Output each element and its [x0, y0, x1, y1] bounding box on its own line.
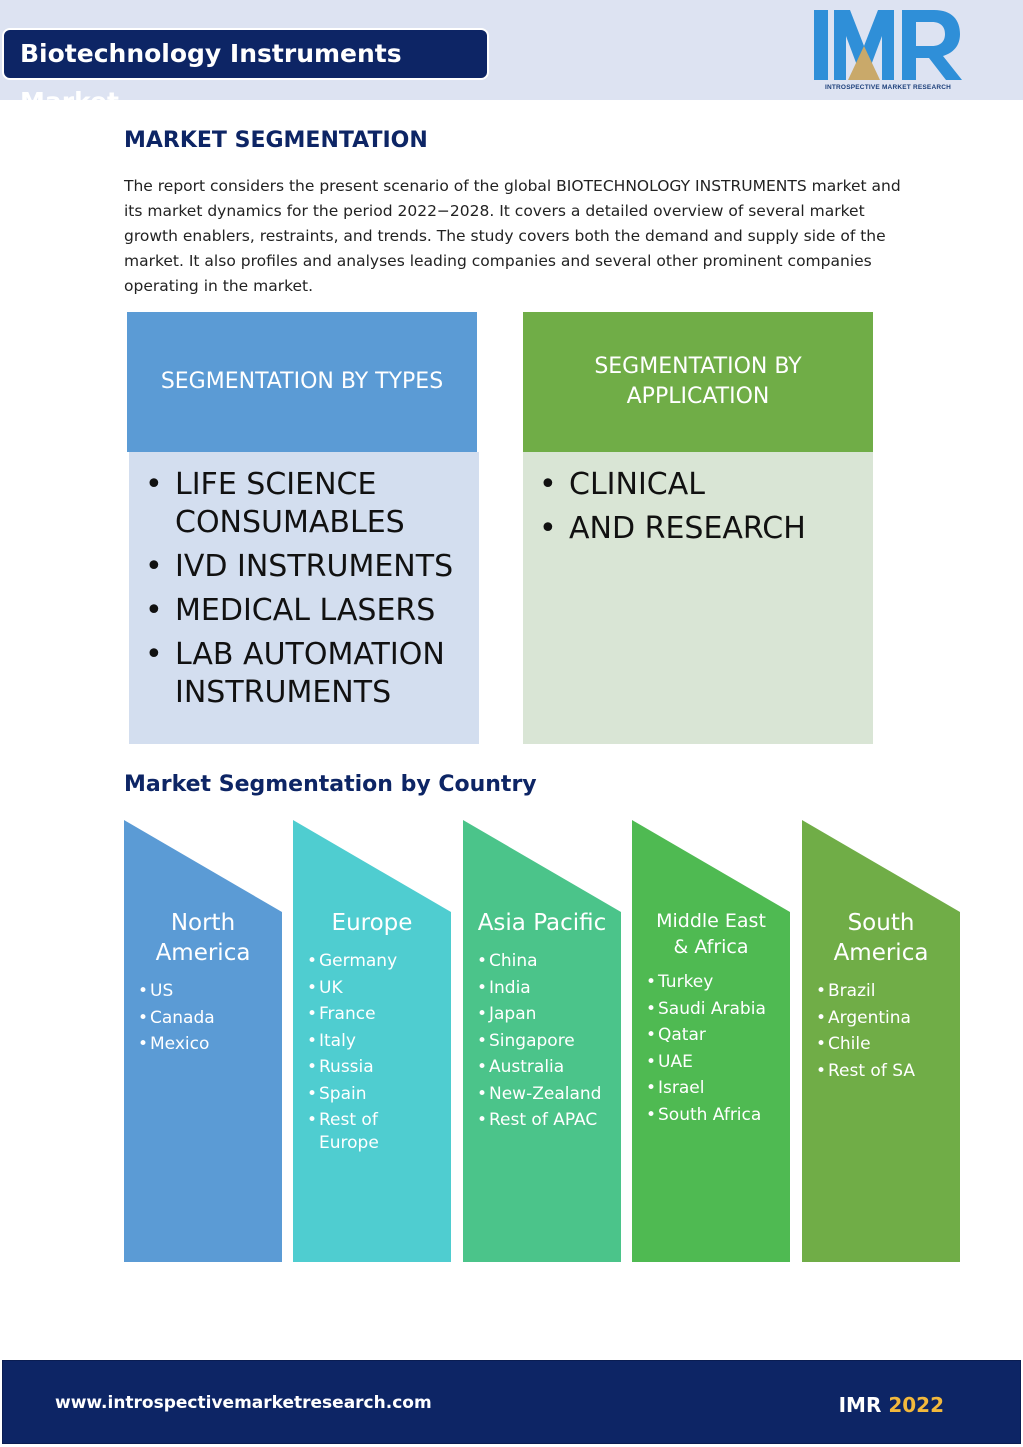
region-country-list [646, 971, 788, 1130]
list-item: • Israel [646, 1077, 788, 1100]
list-item: • Rest of APAC [477, 1109, 619, 1132]
region-country-list [477, 950, 619, 1136]
segmentation-types-list [129, 466, 479, 712]
region-north-america [124, 820, 282, 1262]
segmentation-application-list-panel [523, 452, 873, 744]
list-item: • MEDICAL LASERS [175, 592, 469, 630]
region-name: Europe [331, 910, 413, 936]
list-item: • Turkey [646, 971, 788, 994]
list-item: • Argentina [816, 1007, 958, 1030]
region-country-list [816, 980, 958, 1086]
list-item: • Canada [138, 1007, 280, 1030]
list-item: • Brazil [816, 980, 958, 1003]
list-item: • Japan [477, 1003, 619, 1026]
segmentation-types-title: SEGMENTATION BY TYPES [160, 369, 444, 394]
segmentation-types-header [127, 312, 477, 452]
intro-paragraph: The report considers the present scenario of the global BIOTECHNOLOGY INSTRUMENTS market and its market dynamics for the period 2022−2028. It covers a detailed overview of several market growth enablers, restraints, and trends. The study covers both the demand and supply side of the market. It also profiles and analyses leading companies and several other prominent companies operating in the market. [124, 177, 901, 295]
list-item: • Russia [307, 1056, 449, 1079]
imr-logo [812, 8, 964, 96]
list-item: • Chile [816, 1033, 958, 1056]
list-item: • Australia [477, 1056, 619, 1079]
segmentation-application-header [523, 312, 873, 452]
footer-brand-name: IMR [838, 1393, 882, 1417]
list-item: • Saudi Arabia [646, 998, 788, 1021]
country-segmentation-heading: Market Segmentation by Country [124, 772, 537, 797]
footer-website-link[interactable]: www.introspectivemarketresearch.com [55, 1393, 432, 1413]
region-name: North America [155, 910, 251, 966]
market-segmentation-heading: MARKET SEGMENTATION [124, 128, 428, 153]
region-south-america [802, 820, 960, 1262]
footer [2, 1360, 1021, 1444]
list-item: • IVD INSTRUMENTS [175, 548, 469, 586]
list-item: • Rest of Europe [307, 1109, 397, 1155]
list-item: • Qatar [646, 1024, 788, 1047]
segmentation-application-list [523, 466, 873, 548]
list-item: • France [307, 1003, 449, 1026]
list-item: • UK [307, 977, 449, 1000]
list-item: • Spain [307, 1083, 449, 1106]
segmentation-application-title: SEGMENTATION BY APPLICATION [594, 354, 802, 409]
list-item: • LIFE SCIENCE CONSUMABLES [175, 466, 469, 542]
list-item: • New-Zealand [477, 1083, 619, 1106]
list-item: • UAE [646, 1051, 788, 1074]
footer-brand [839, 1393, 944, 1417]
region-name: South America [833, 910, 929, 966]
list-item: • South Africa [646, 1104, 788, 1127]
footer-year: 2022 [888, 1393, 944, 1417]
region-country-list [307, 950, 449, 1159]
page-title: Biotechnology Instruments Market [2, 28, 489, 80]
region-name: Middle East & Africa [656, 910, 766, 958]
list-item: • CLINICAL [569, 466, 863, 504]
list-item: • Rest of SA [816, 1060, 958, 1083]
list-item: • LAB AUTOMATION INSTRUMENTS [175, 636, 469, 712]
region-country-list [138, 980, 280, 1060]
logo-subtitle: INTROSPECTIVE MARKET RESEARCH [824, 84, 952, 91]
list-item: • Singapore [477, 1030, 619, 1053]
segmentation-types-list-panel [129, 452, 479, 744]
list-item: • AND RESEARCH [569, 510, 863, 548]
region-asia-pacific [463, 820, 621, 1262]
list-item: • Mexico [138, 1033, 280, 1056]
list-item: • China [477, 950, 619, 973]
list-item: • US [138, 980, 280, 1003]
region-name: Asia Pacific [477, 910, 607, 936]
list-item: • India [477, 977, 619, 1000]
region-middle-east-africa [632, 820, 790, 1262]
region-europe [293, 820, 451, 1262]
list-item: • Italy [307, 1030, 449, 1053]
list-item: • Germany [307, 950, 449, 973]
